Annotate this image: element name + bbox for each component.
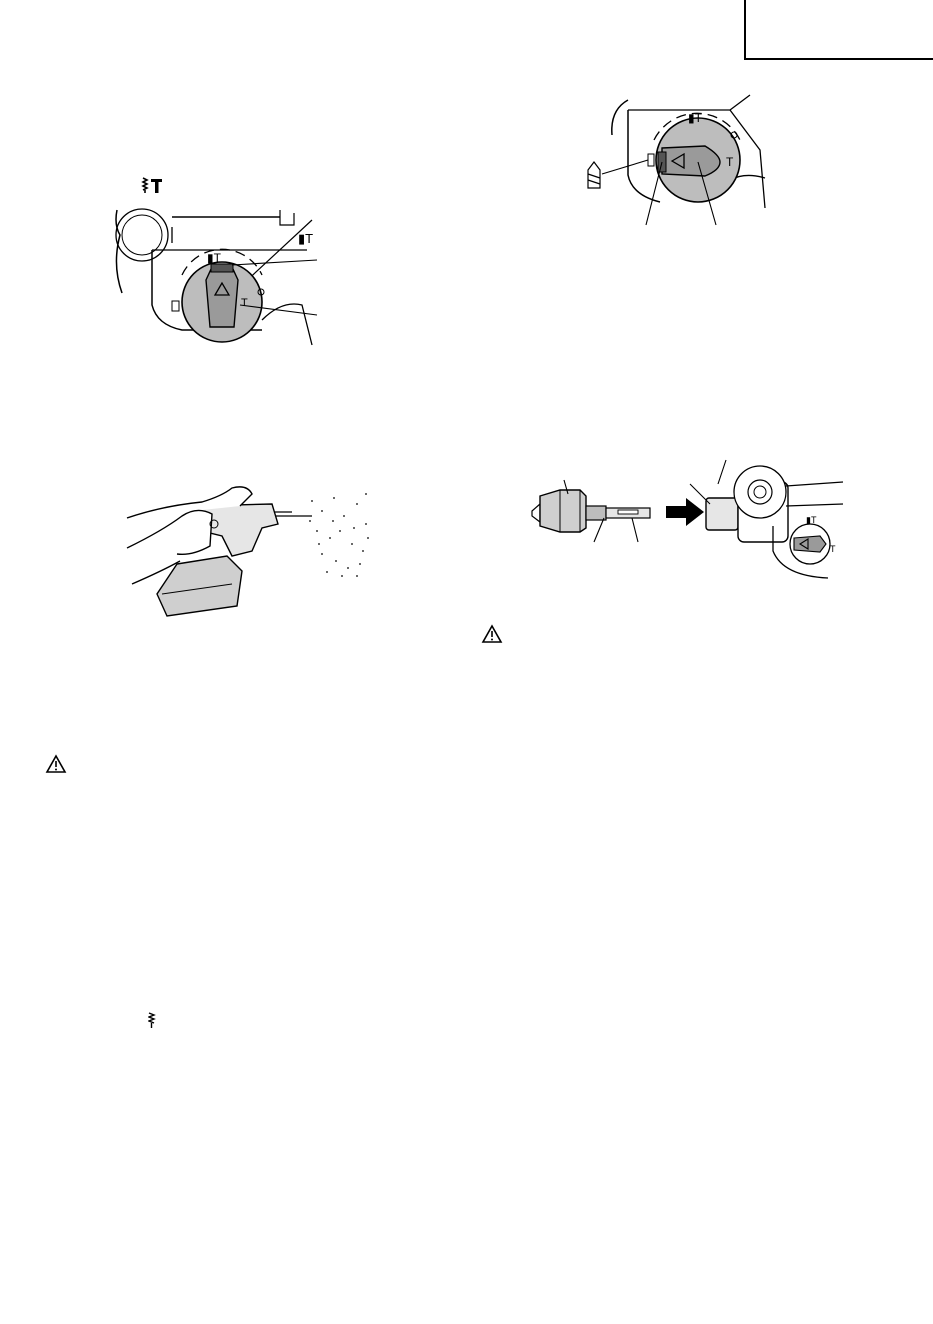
svg-text:T: T <box>241 297 248 309</box>
svg-text:▮T: ▮T <box>207 251 221 265</box>
rotation-only-icon <box>148 1011 156 1029</box>
svg-text:▮T: ▮T <box>806 515 817 525</box>
svg-text:T: T <box>830 544 836 554</box>
fig-mode-selector-hammer-drill <box>112 205 332 350</box>
warning-triangle-icon <box>45 754 67 774</box>
svg-text:T: T <box>726 155 734 169</box>
fig-mode-selector-rotation <box>580 90 770 230</box>
hammer-drill-mode-icon <box>140 176 164 194</box>
svg-text:▮T: ▮T <box>688 111 702 125</box>
fig-drilling-operation <box>122 476 372 626</box>
svg-text:▮T: ▮T <box>298 231 314 246</box>
warning-triangle-icon <box>481 624 503 644</box>
fig-chuck-adapter-mounting <box>528 456 848 586</box>
language-tab <box>744 0 933 60</box>
